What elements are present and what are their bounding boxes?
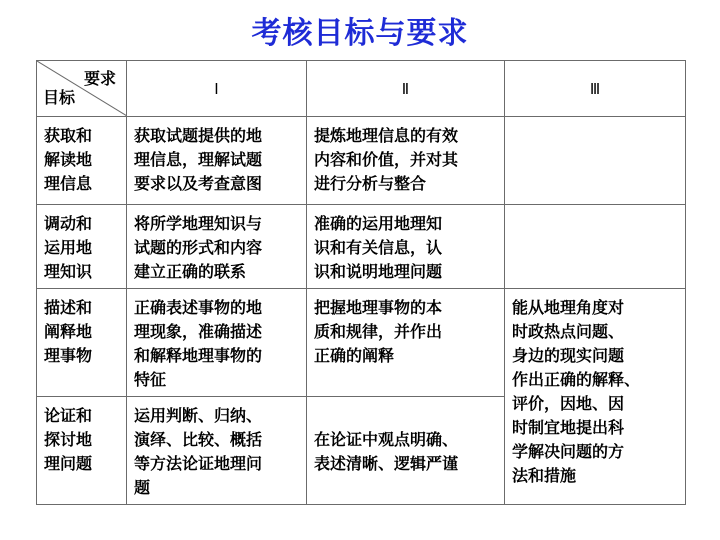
level3-empty-cell [505, 117, 686, 205]
level1-cell: 将所学地理知识与 试题的形式和内容 建立正确的联系 [134, 214, 263, 281]
level-header-1: Ⅰ [127, 61, 307, 117]
page-title: 考核目标与要求 [251, 16, 469, 51]
goal-cell: 论证和 探讨地 理问题 [44, 406, 93, 473]
level1-cell: 获取试题提供的地 理信息，理解试题 要求以及考查意图 [134, 126, 263, 193]
level2-cell: 在论证中观点明确、 表述清晰、逻辑严谨 [314, 430, 459, 473]
table-row [37, 117, 686, 205]
corner-label-goal: 目标 [43, 88, 76, 107]
goal-cell: 调动和 运用地 理知识 [44, 214, 93, 281]
level-header-3: Ⅲ [505, 61, 686, 117]
table-corner-header [37, 61, 127, 117]
level2-cell: 把握地理事物的本 质和规律，并作出 正确的阐释 [314, 298, 443, 365]
level1-cell: 正确表述事物的地 理现象，准确描述 和解释地理事物的 特征 [134, 298, 263, 389]
assessment-table [36, 60, 686, 505]
level2-cell: 提炼地理信息的有效 内容和价值，并对其 进行分析与整合 [314, 126, 459, 193]
level1-cell: 运用判断、归纳、 演绎、比较、概括 等方法论证地理问 题 [134, 406, 263, 497]
level2-cell: 准确的运用地理知 识和有关信息，认 识和说明地理问题 [314, 214, 443, 281]
table-row [37, 205, 686, 289]
level3-empty-cell [505, 205, 686, 289]
level3-merged-cell: 能从地理角度对 时政热点问题、 身边的现实问题 作出正确的解释、 评价，因地、因 时制宜地提出科 学解决问题的方 法和措施 [512, 298, 641, 485]
table-row [37, 289, 686, 397]
goal-cell: 描述和 阐释地 理事物 [44, 298, 93, 365]
corner-label-requirement: 要求 [83, 69, 116, 88]
level-header-2: Ⅱ [307, 61, 505, 117]
goal-cell: 获取和 解读地 理信息 [44, 126, 93, 193]
